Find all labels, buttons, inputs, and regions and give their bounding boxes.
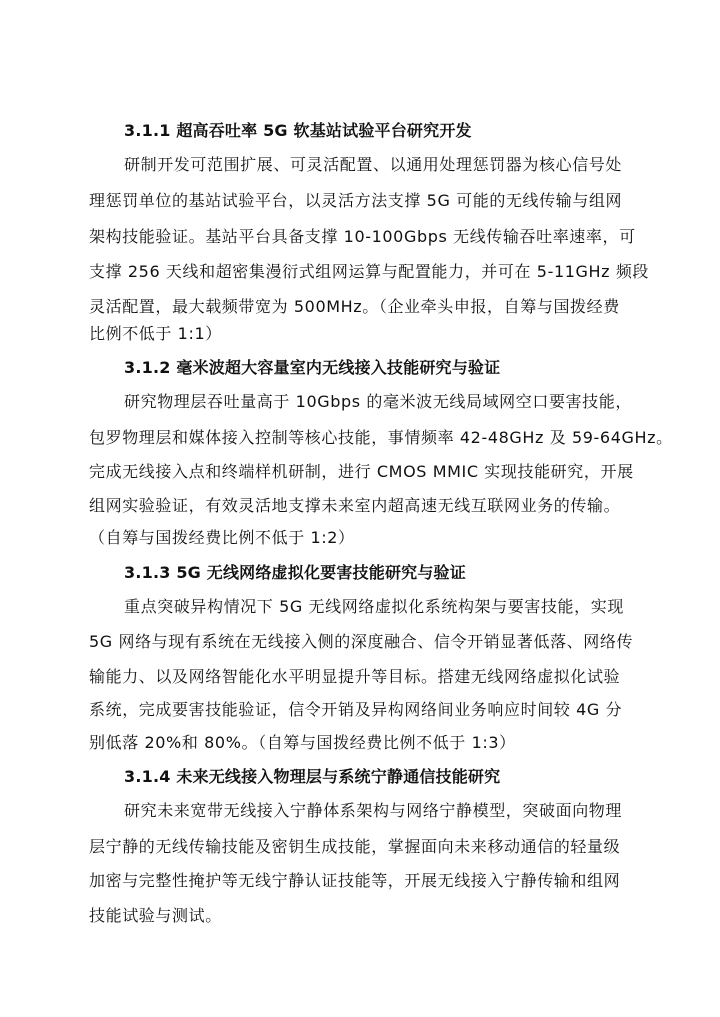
paragraph-line: 理惩罚单位的基站试验平台，以灵活方法支撑 5G 可能的无线传输与组网: [89, 191, 623, 210]
paragraph-line: 别低落 20%和 80%。（自筹与国拨经费比例不低于 1:3）: [89, 733, 516, 752]
paragraph-line: 研制开发可范围扩展、可灵活配置、以通用处理惩罚器为核心信号处: [124, 155, 623, 174]
section-heading-3-1-1: 3.1.1 超高吞吐率 5G 软基站试验平台研究开发: [124, 121, 472, 140]
paragraph-line: 比例不低于 1:1）: [89, 324, 222, 343]
paragraph-line: 系统，完成要害技能验证，信令开销及异构网络间业务响应时间较 4G 分: [89, 700, 623, 719]
section-heading-3-1-2: 3.1.2 毫米波超大容量室内无线接入技能研究与验证: [124, 358, 501, 377]
paragraph-line: 组网实验验证，有效灵活地支撑未来室内超高速无线互联网业务的传输。: [89, 496, 621, 515]
paragraph-line: 支撑 256 天线和超密集漫衍式组网运算与配置能力，并可在 5-11GHz 频段: [89, 262, 650, 281]
section-heading-3-1-4: 3.1.4 未来无线接入物理层与系统宁静通信技能研究: [124, 767, 501, 786]
paragraph-line: 完成无线接入点和终端样机研制，进行 CMOS MMIC 实现技能研究，开展: [89, 462, 634, 481]
paragraph-line: 加密与完整性掩护等无线宁静认证技能等，开展无线接入宁静传输和组网: [89, 871, 621, 890]
paragraph-line: 研究物理层吞吐量高于 10Gbps 的毫米波无线局域网空口要害技能，: [124, 392, 632, 411]
paragraph-line: 包罗物理层和媒体接入控制等核心技能，事情频率 42-48GHz 及 59-64GHz。: [89, 428, 673, 447]
section-heading-3-1-3: 3.1.3 5G 无线网络虚拟化要害技能研究与验证: [124, 563, 466, 582]
paragraph-line: 5G 网络与现有系统在无线接入侧的深度融合、信令开销显著低落、网络传: [89, 632, 634, 651]
paragraph-line: 灵活配置，最大载频带宽为 500MHz。（企业牵头申报，自筹与国拨经费: [89, 297, 620, 316]
paragraph-line: 层宁静的无线传输技能及密钥生成技能，掌握面向未来移动通信的轻量级: [89, 837, 621, 856]
paragraph-line: 输能力、以及网络智能化水平明显提升等目标。搭建无线网络虚拟化试验: [89, 667, 621, 686]
paragraph-line: （自筹与国拨经费比例不低于 1:2）: [89, 528, 355, 547]
paragraph-line: 重点突破异构情况下 5G 无线网络虚拟化系统构架与要害技能，实现: [124, 597, 624, 616]
paragraph-line: 技能试验与测试。: [89, 906, 222, 925]
paragraph-line: 研究未来宽带无线接入宁静体系架构与网络宁静模型，突破面向物理: [124, 801, 623, 820]
paragraph-line: 架构技能验证。基站平台具备支撑 10-100Gbps 无线传输吞吐率速率，可: [89, 227, 636, 246]
